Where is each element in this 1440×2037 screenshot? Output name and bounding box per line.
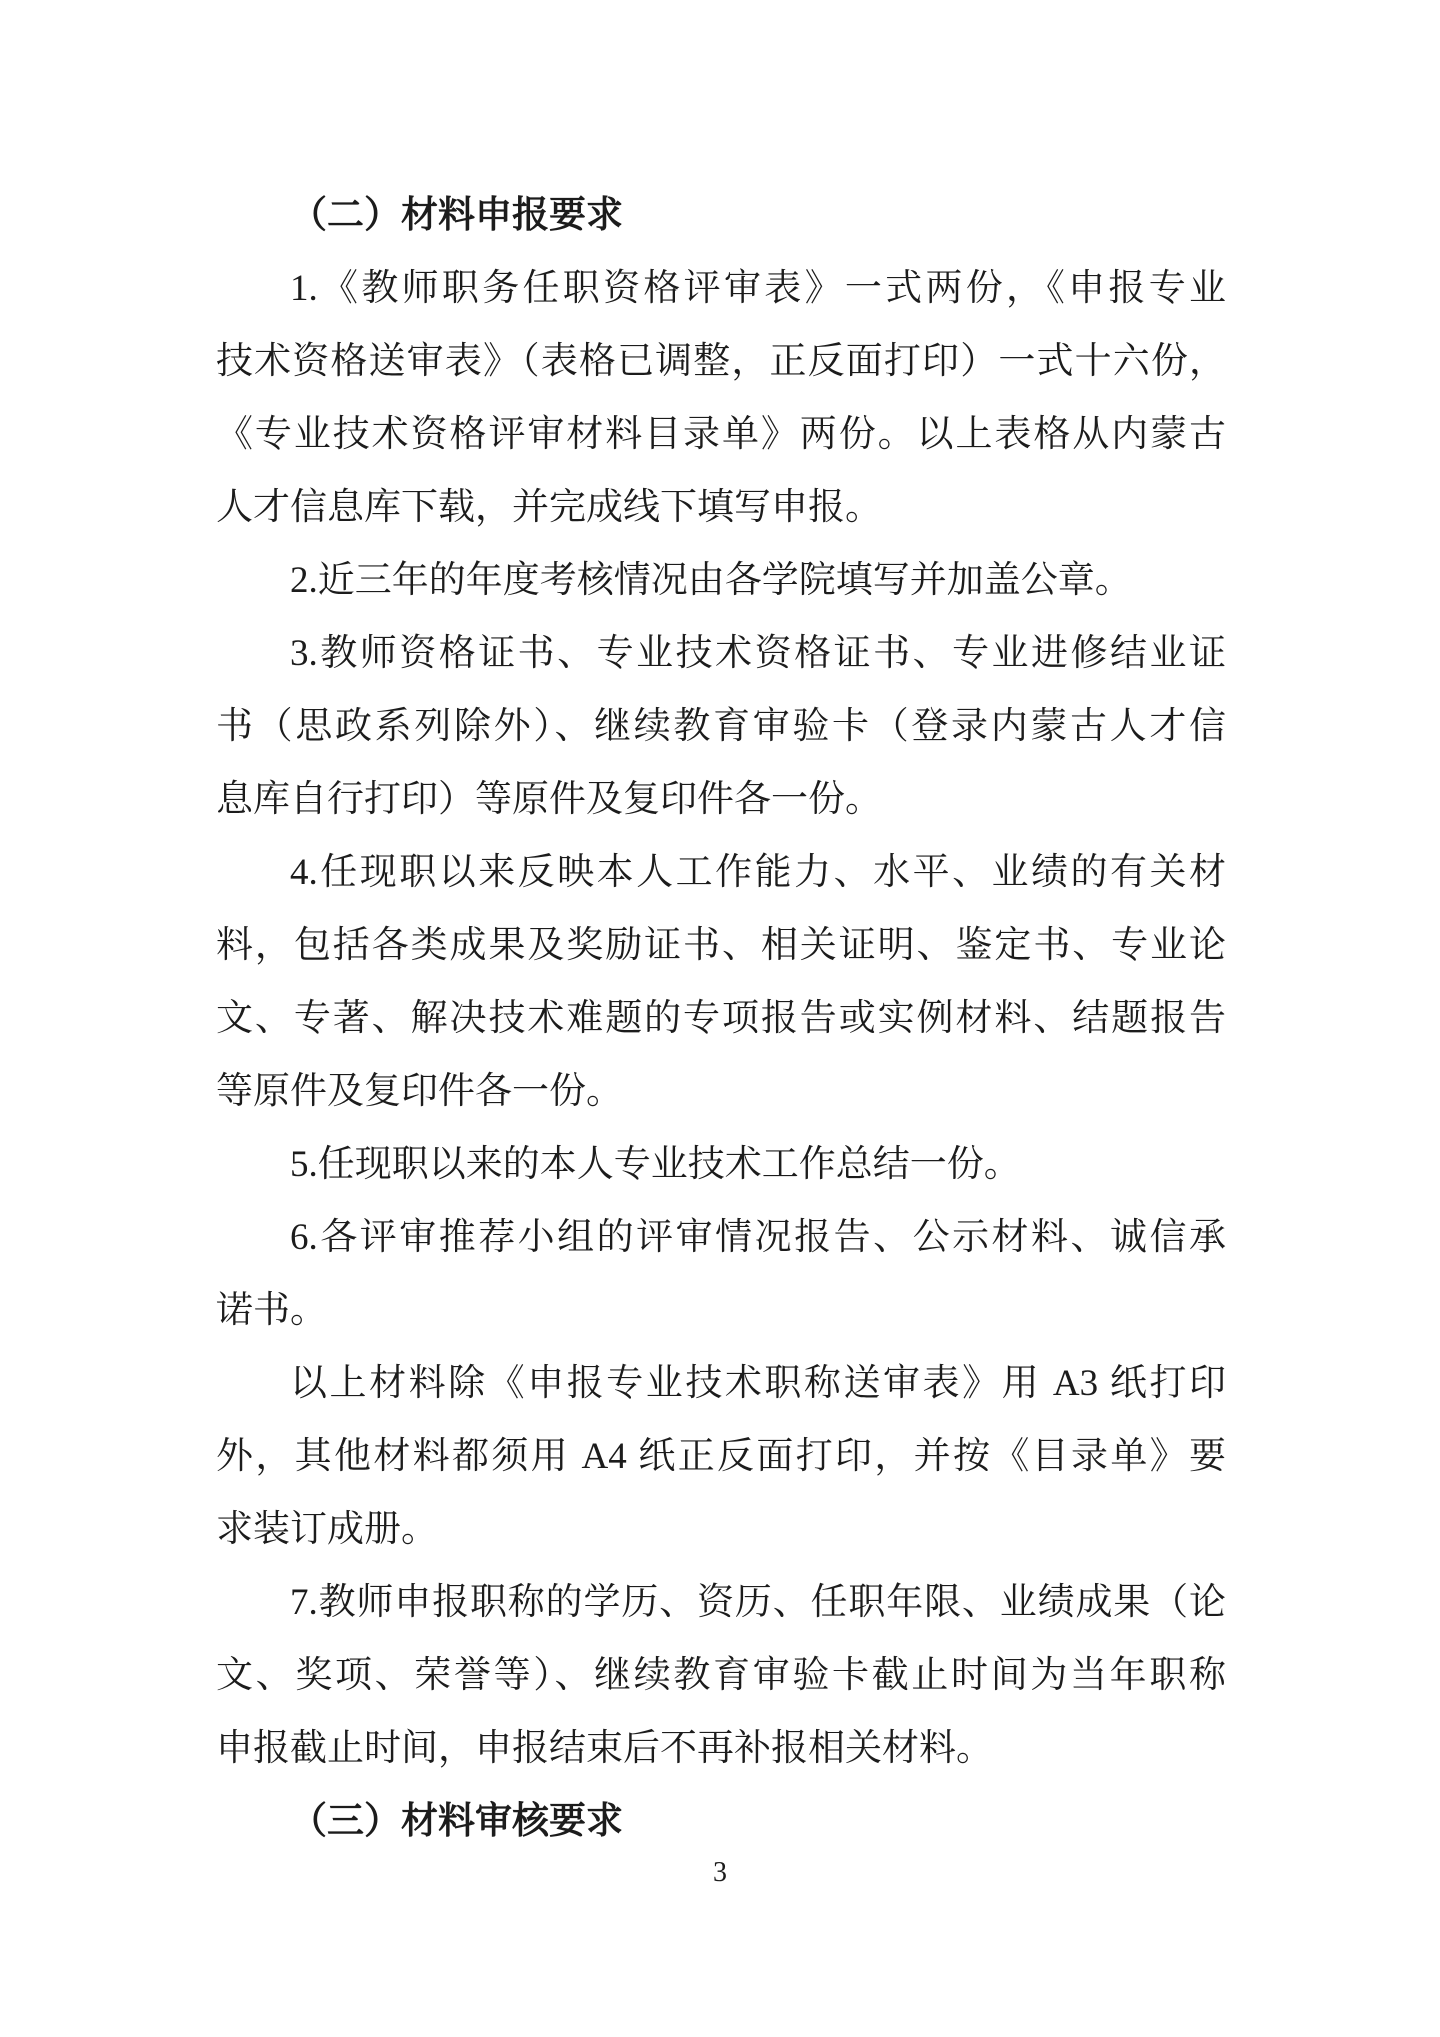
text-line: 6.各评审推荐小组的评审情况报告、公示材料、诚信承 — [290, 1217, 1226, 1258]
text-line: 以上材料除《申报专业技术职称送审表》用 A3 纸打印 — [290, 1363, 1226, 1404]
section-heading: （三）材料审核要求 — [290, 1801, 623, 1842]
text-line: 技术资格送审表》（表格已调整，正反面打印）一式十六份， — [216, 341, 1226, 382]
text-line: 文、奖项、荣誉等）、继续教育审验卡截止时间为当年职称 — [216, 1655, 1226, 1696]
text-line: 文、专著、解决技术难题的专项报告或实例材料、结题报告 — [216, 998, 1226, 1039]
text-line: 1.《教师职务任职资格评审表》一式两份，《申报专业 — [290, 268, 1226, 309]
text-line: 4.任现职以来反映本人工作能力、水平、业绩的有关材 — [290, 852, 1226, 893]
document-body — [216, 179, 1226, 1858]
section-heading: （二）材料申报要求 — [290, 195, 623, 236]
text-line: 等原件及复印件各一份。 — [216, 1071, 623, 1112]
text-line: 求装订成册。 — [216, 1509, 438, 1550]
text-line: 外，其他材料都须用 A4 纸正反面打印，并按《目录单》要 — [216, 1436, 1226, 1477]
text-line: 7.教师申报职称的学历、资历、任职年限、业绩成果（论 — [290, 1582, 1226, 1623]
text-line: 2.近三年的年度考核情况由各学院填写并加盖公章。 — [290, 560, 1132, 601]
text-line: 诺书。 — [216, 1290, 327, 1331]
text-line: 5.任现职以来的本人专业技术工作总结一份。 — [290, 1144, 1021, 1185]
text-line: 《专业技术资格评审材料目录单》两份。以上表格从内蒙古 — [216, 414, 1226, 455]
text-line: 申报截止时间，申报结束后不再补报相关材料。 — [216, 1728, 993, 1769]
text-line: 3.教师资格证书、专业技术资格证书、专业进修结业证 — [290, 633, 1226, 674]
text-line: 息库自行打印）等原件及复印件各一份。 — [216, 779, 882, 820]
page-number: 3 — [713, 1857, 727, 1888]
text-line: 书（思政系列除外）、继续教育审验卡（登录内蒙古人才信 — [216, 706, 1226, 747]
text-line: 料，包括各类成果及奖励证书、相关证明、鉴定书、专业论 — [216, 925, 1226, 966]
text-line: 人才信息库下载，并完成线下填写申报。 — [216, 487, 882, 528]
